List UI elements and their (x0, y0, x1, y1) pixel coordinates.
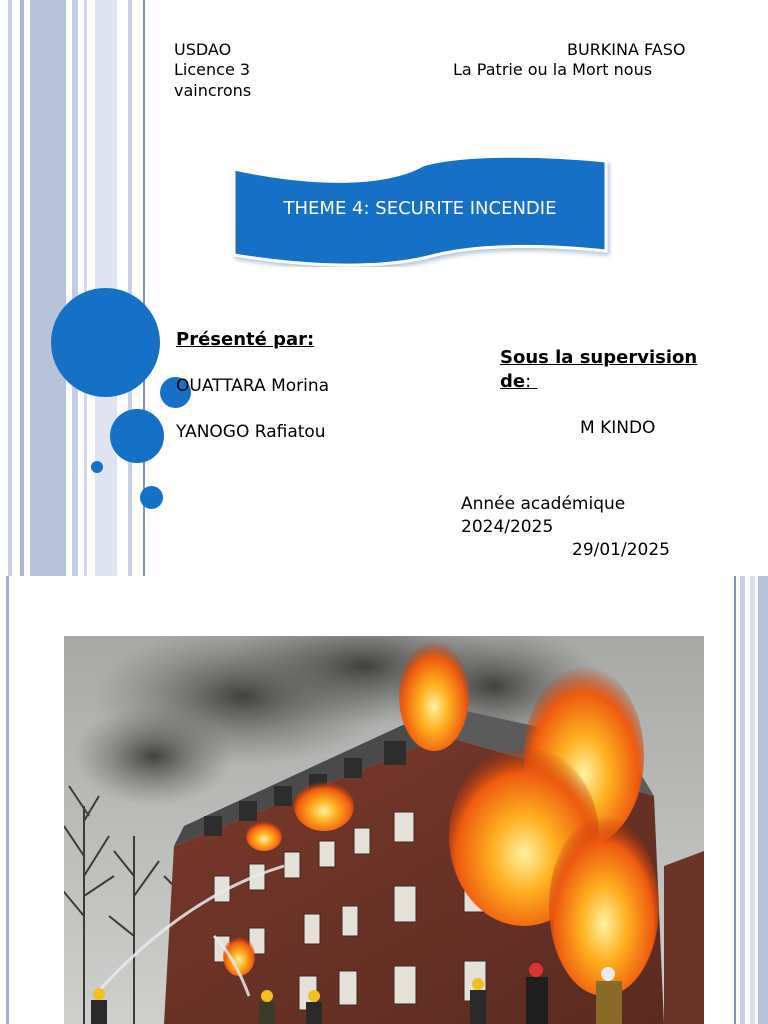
left-stripe-5 (84, 0, 87, 576)
presenter-name-1: OUATTARA Morina (176, 376, 330, 396)
supervision-heading-colon: : (525, 371, 532, 392)
left-stripe-1 (8, 0, 12, 576)
supervisor-name: M KINDO (580, 418, 656, 438)
circle-small-bottom (140, 486, 163, 509)
supervision-heading-line-2 (500, 371, 537, 393)
circle-large (51, 288, 160, 397)
org-name: USDAO (174, 40, 232, 59)
adjacent-building (664, 851, 704, 1024)
left-edge-line (6, 576, 9, 1024)
circle-tiny (91, 461, 103, 473)
academic-year: 2024/2025 (461, 517, 554, 537)
left-stripe-2 (20, 0, 24, 576)
supervision-heading-line-1: Sous la supervision (500, 347, 698, 368)
motto-line-1: La Patrie ou la Mort nous (453, 60, 653, 79)
country-name: BURKINA FASO (567, 40, 686, 59)
left-stripe-4 (72, 0, 78, 576)
motto-line-2: vaincrons (174, 81, 252, 100)
right-stripe-2 (750, 576, 755, 1024)
burning-building-image (64, 636, 704, 1024)
presenter-name-2: YANOGO Rafiatou (176, 422, 326, 442)
circle-medium (110, 409, 164, 463)
right-stripe-3 (758, 576, 768, 1024)
right-stripe-line (734, 576, 736, 1024)
presenters-heading: Présenté par: (176, 329, 315, 350)
left-stripe-3 (30, 0, 66, 576)
left-stripe-7 (128, 0, 132, 576)
academic-year-label: Année académique (461, 494, 626, 514)
supervision-heading-de: de (500, 371, 526, 392)
banner-title: THEME 4: SECURITE INCENDIE (283, 198, 557, 219)
right-stripe-1 (740, 576, 745, 1024)
image-slide (0, 576, 768, 1024)
level-name: Licence 3 (174, 60, 251, 79)
presentation-date: 29/01/2025 (572, 540, 670, 560)
